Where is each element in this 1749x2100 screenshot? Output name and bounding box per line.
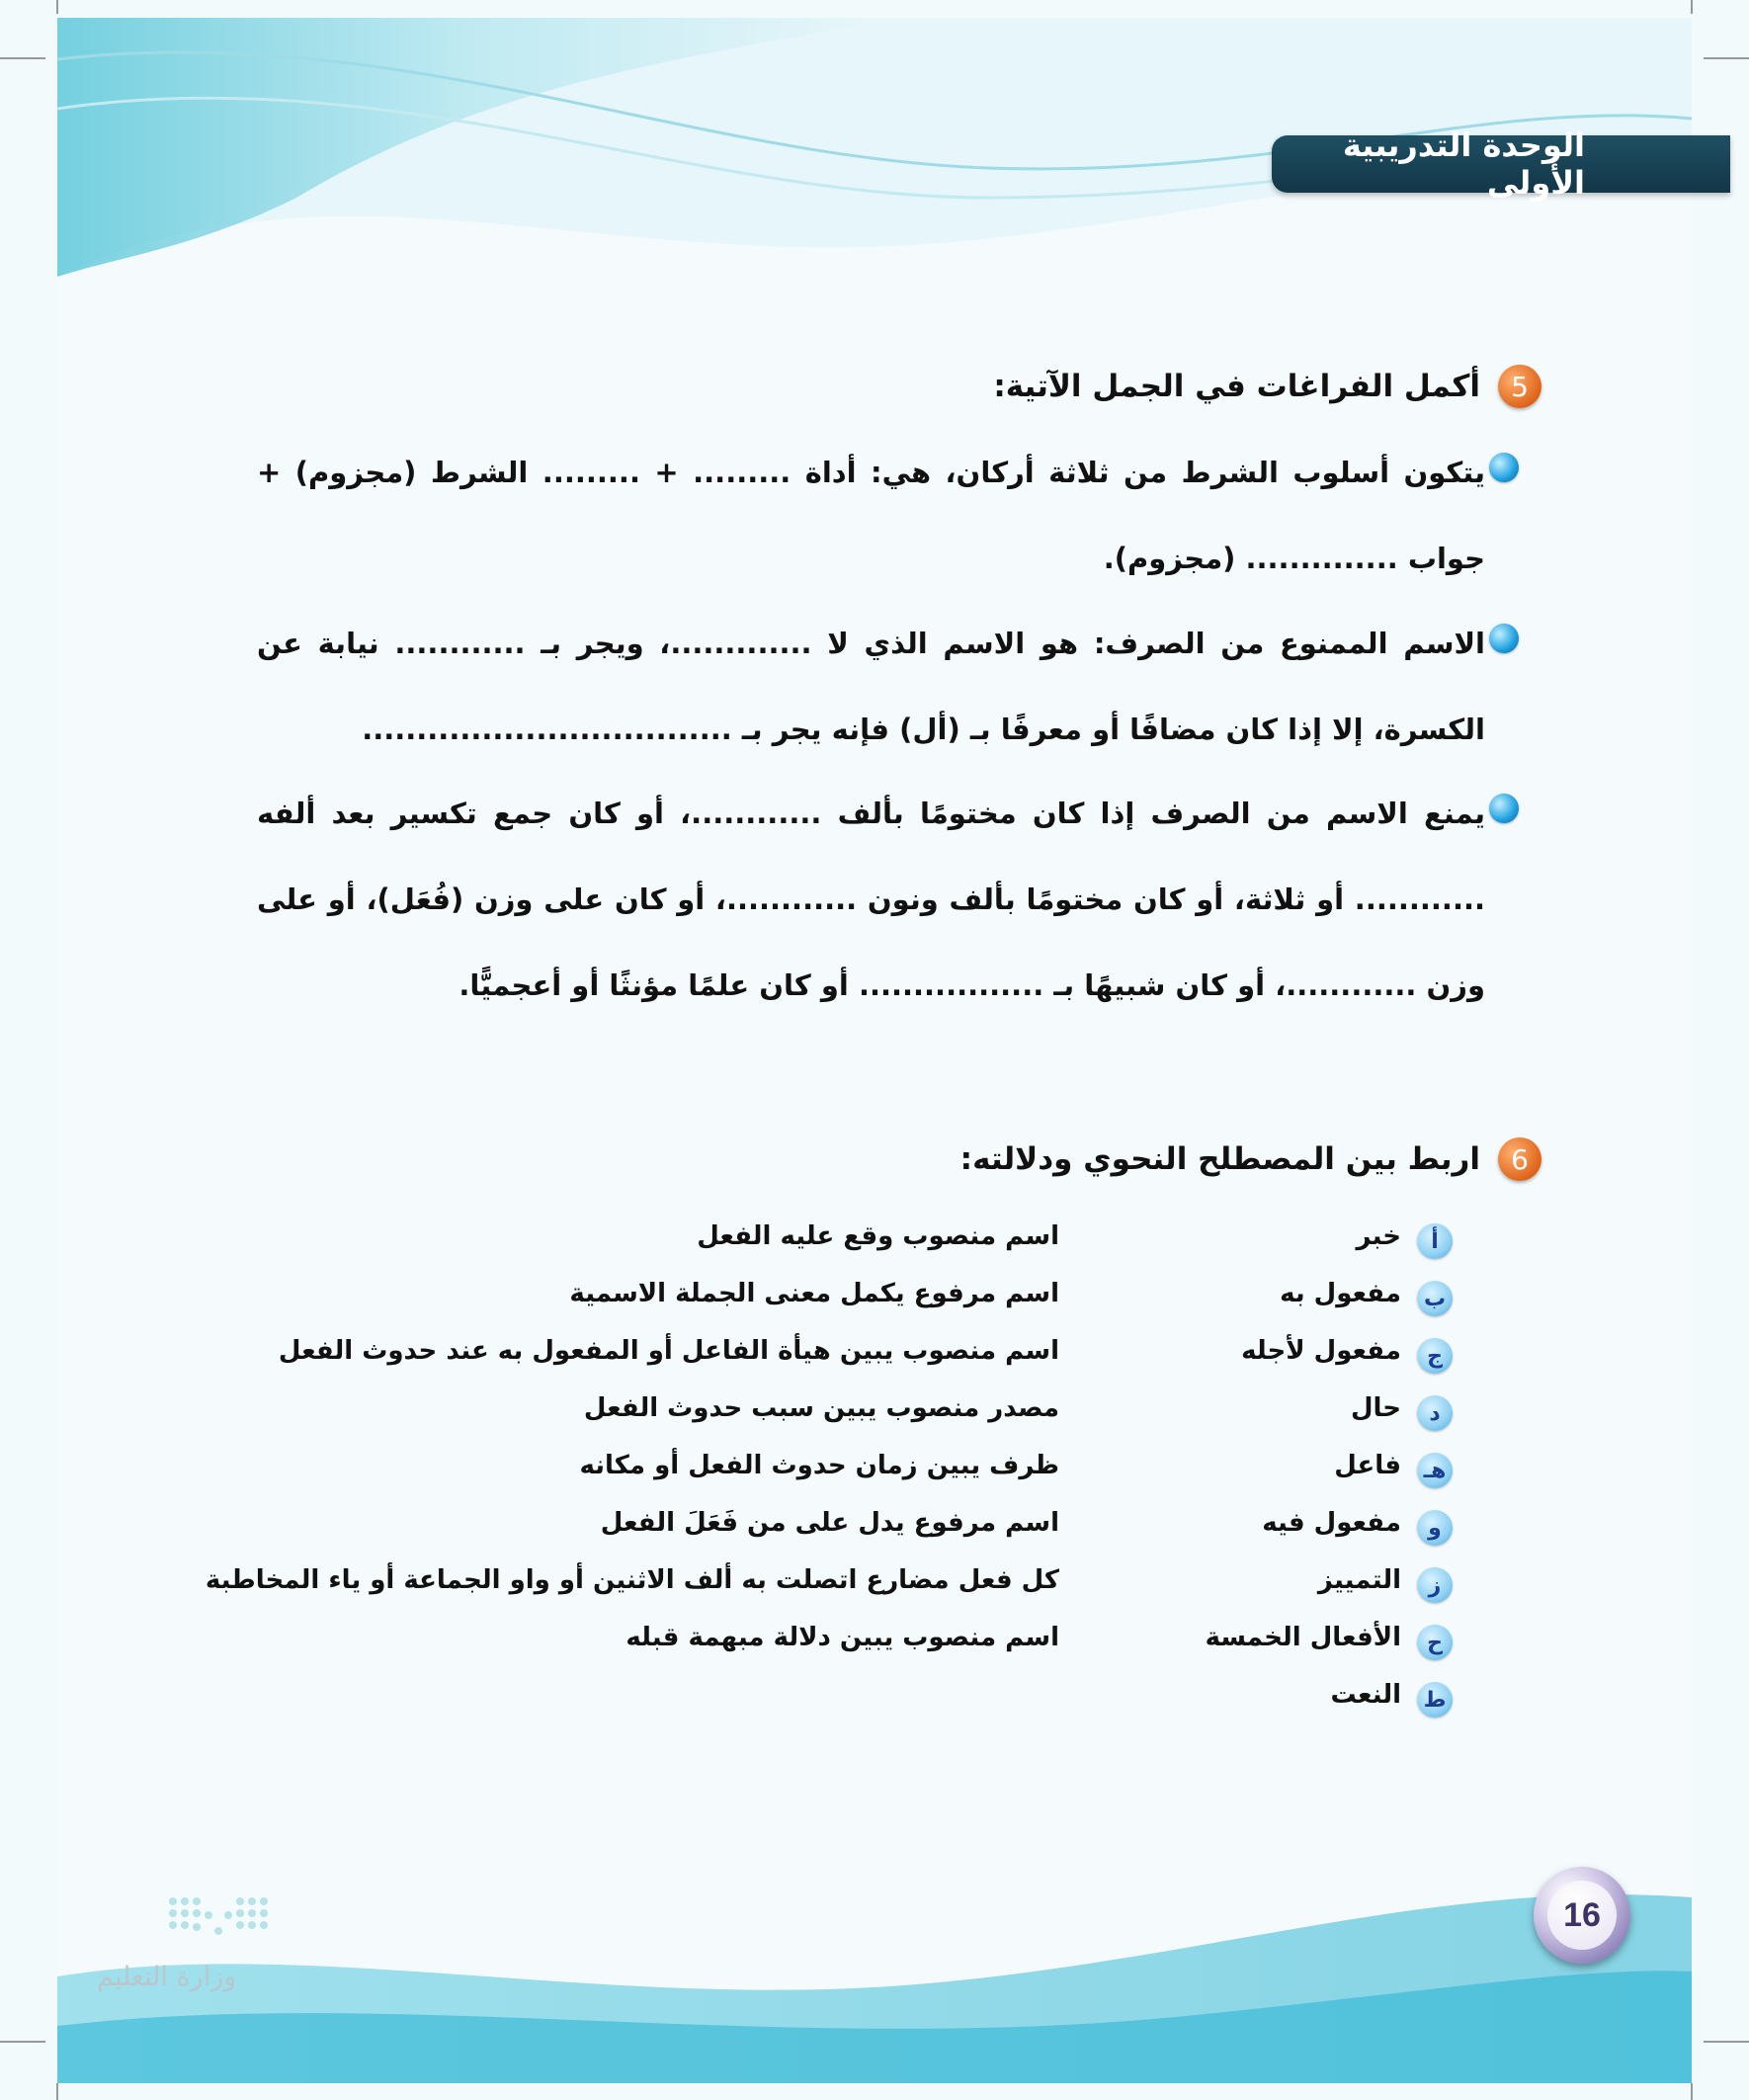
term: التمييز: [1317, 1565, 1401, 1595]
letter-badge: هـ: [1417, 1453, 1453, 1488]
term: الأفعال الخمسة: [1205, 1623, 1401, 1652]
letter-badge: و: [1417, 1510, 1453, 1546]
matching-row: [267, 1447, 1453, 1504]
crop-mark: [1704, 57, 1749, 59]
matching-row: [267, 1504, 1453, 1561]
letter-badge: أ: [1417, 1223, 1453, 1259]
definition: ظرف يبين زمان حدوث الفعل أو مكانه: [579, 1451, 1059, 1480]
term: خبر: [1356, 1221, 1401, 1251]
matching-row: [267, 1275, 1453, 1332]
crop-mark: [56, 2083, 58, 2100]
matching-row: [267, 1332, 1453, 1389]
letter-badge: ز: [1417, 1567, 1453, 1603]
letter-badge: ب: [1417, 1281, 1453, 1316]
fill-in-item: يمنع الاسم من الصرف إذا كان مختومًا بألف ............، أو كان جمع تكسير بعد ألفه ............ أو ثلاثة، أو كان مختومًا بألف ونون ............، أو كان على وزن (فُعَل)، أو على وزن ............، أو كان شبيهًا بـ ................. أو كان علمًا مؤنثًا أو أعجميًّا.: [257, 797, 1485, 1002]
crop-mark: [0, 57, 45, 59]
question-number-badge: 5: [1498, 365, 1541, 408]
matching-row: [267, 1619, 1453, 1676]
bullet-icon: [1489, 624, 1519, 653]
matching-row: [267, 1218, 1453, 1275]
fill-in-item: يتكون أسلوب الشرط من ثلاثة أركان، هي: أداة ......... + ......... الشرط (مجزوم) + جواب .............. (مجزوم).: [257, 456, 1485, 575]
matching-row: [267, 1676, 1453, 1733]
matching-row: [205, 1561, 1453, 1619]
question-6-header: [960, 1137, 1541, 1181]
definition: اسم مرفوع يكمل معنى الجملة الاسمية: [569, 1279, 1059, 1308]
crop-mark: [0, 2041, 45, 2043]
ministry-logo-icon: [94, 1891, 331, 2020]
definition: اسم منصوب يبين دلالة مبهمة قبله: [625, 1623, 1059, 1652]
ministry-logo-text: وزارة التعليم: [97, 1962, 237, 1992]
term: النعت: [1330, 1680, 1401, 1710]
crop-mark: [1691, 2083, 1693, 2100]
definition: مصدر منصوب يبين سبب حدوث الفعل: [583, 1393, 1059, 1423]
question-5-header: [993, 365, 1541, 408]
letter-badge: د: [1417, 1395, 1453, 1431]
letter-badge: ط: [1417, 1682, 1453, 1718]
term: مفعول به: [1280, 1279, 1401, 1308]
page-number-badge: [1534, 1867, 1630, 1964]
unit-title-banner: [1272, 126, 1730, 202]
term: مفعول لأجله: [1241, 1336, 1401, 1366]
question-title: اربط بين المصطلح النحوي ودلالته:: [959, 1141, 1480, 1177]
question-number-badge: 6: [1498, 1137, 1541, 1181]
crop-mark: [56, 0, 58, 14]
definition: اسم منصوب وقع عليه الفعل: [697, 1221, 1059, 1251]
letter-badge: ج: [1417, 1338, 1453, 1374]
bullet-icon: [1489, 453, 1519, 482]
term: مفعول فيه: [1262, 1508, 1401, 1538]
term: حال: [1350, 1393, 1401, 1423]
page-number: 16: [1547, 1881, 1617, 1950]
question-title: أكمل الفراغات في الجمل الآتية:: [993, 369, 1480, 404]
bullet-icon: [1489, 794, 1519, 823]
crop-mark: [1691, 0, 1693, 14]
fill-in-item: الاسم الممنوع من الصرف: هو الاسم الذي لا .............، ويجر بـ ............ نيابة عن الكسرة، إلا إذا كان مضافًا أو معرفًا بـ (أل) فإنه يجر بـ ..................................: [257, 627, 1485, 746]
matching-row: [267, 1389, 1453, 1447]
unit-title: الوحدة التدريبية الأولى: [1342, 126, 1585, 202]
definition: اسم منصوب يبين هيأة الفاعل أو المفعول به عند حدوث الفعل: [278, 1336, 1059, 1366]
term: فاعل: [1334, 1451, 1401, 1480]
definition: اسم مرفوع يدل على من فَعَلَ الفعل: [600, 1508, 1059, 1538]
letter-badge: ح: [1417, 1625, 1453, 1660]
crop-mark: [1704, 2041, 1749, 2043]
definition: كل فعل مضارع اتصلت به ألف الاثنين أو واو الجماعة أو ياء المخاطبة: [205, 1565, 1059, 1595]
